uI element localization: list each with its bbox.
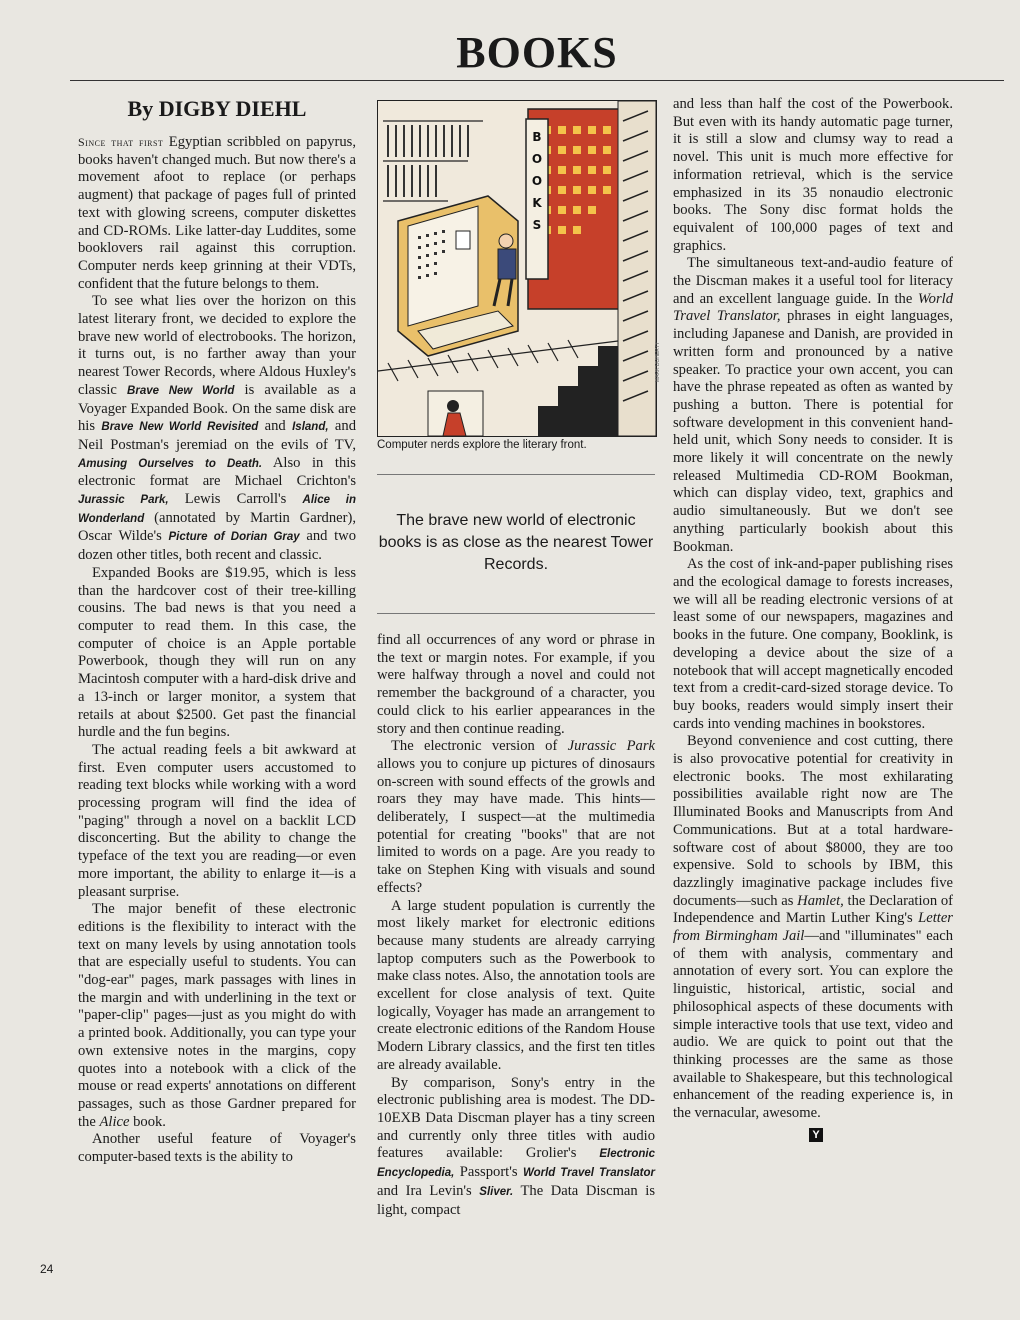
paragraph [673, 255, 953, 556]
paragraph [78, 293, 356, 565]
title-ref: Alice [99, 1113, 130, 1130]
title-ref: Island, [292, 421, 329, 434]
title-ref: Sliver. [479, 1185, 514, 1198]
title-ref: Hamlet, [797, 892, 844, 909]
text: and two dozen other titles, both recent and classic. [78, 528, 356, 564]
page-number: 24 [40, 1262, 54, 1276]
text: By comparison, Sony's entry in the electronic publishing area is modest. The DD-10EXB Data Discman player has a tiny screen and currently only three titles with audio features available: Grolier's [377, 1074, 655, 1162]
title-ref: Picture of Dorian Gray [168, 531, 300, 544]
illustration [377, 100, 657, 437]
illustration-credit: MARK DOHERTY [655, 341, 661, 382]
title-ref: Brave New World [127, 384, 235, 397]
title-ref: World Travel Translator, [673, 290, 953, 325]
text: Also in this electronic format are Michael Crichton's [78, 454, 356, 490]
sign-letter: S [532, 218, 542, 232]
text: The electronic version of [391, 738, 568, 755]
title-ref: Jurassic Park, [78, 494, 169, 507]
column-1 [78, 96, 356, 1167]
column-2 [377, 632, 655, 1219]
paragraph: A large student population is currently the most likely market for electronic editions because many students are already carrying laptop computers such as the Powerbook to make class notes. Also, the annotation tools are excellent for close analysis of text. Quite logically, Voyager has made an arrangement to create electronic editions of the Random House Modern Library classics, and the first ten titles are already available. [377, 897, 655, 1073]
paragraph: As the cost of ink-and-paper publishing rises and the ecological damage to forests increases, we will all be reading electronic versions of at least some of our newspapers, magazines and books in the future. One company, Booklink, is developing a device about the size of a notebook that will accept magnetically encoded text from a credit-card-sized storage device. To buy books, readers would simply insert their cards into vending machines in bookstores. [673, 556, 953, 732]
text: and Neil Postman's jeremiad on the evils of TV, [78, 418, 356, 453]
title-ref: World Travel Translator [522, 1167, 655, 1180]
paragraph: The actual reading feels a bit awkward at first. Even computer users accustomed to reading text blocks while working with a word processing program will find the idea of "paging" through a novel on a backlit LCD disconcerting. But the ability to change the typeface of the text you are reading—or even more important, the ability to enlarge it—is a pleasant surprise. [78, 741, 356, 900]
title-ref: Brave New World Revisited [101, 421, 259, 434]
text: and Ira Levin's [377, 1182, 480, 1199]
text: The major benefit of these electronic editions is the flexibility to interact with the text on many levels by using annotation tools that are especially useful to students. You can "dog-ear" pages, mark passages with lines in the margin and with underlining in the text or "paper-clip" pages—just as you might do with a printed book. Additionally, you can type your own extensive notes in the margins, copy quotes into a notebook with a click of the mouse or read experts' annotations on different passages, such as those Gardner prepared for the [78, 901, 356, 1130]
paragraph [377, 738, 655, 897]
text: phrases in eight languages, including Japanese and Danish, are provided in written form and pronounced by a native speaker. To practice your own accent, you can have the phrase repeated as often as wanted by pushing a button. There is potential for software development in this convenient hand-held unit, which Sony needs to consider. It is more likely it will concentrate on the newly released Multimedia CD-ROM Bookman, which can display video, text, graphics and audio simultaneously. But we don't see anything particularly bookish about this Bookman. [673, 308, 953, 555]
illustration-art [378, 101, 656, 436]
sign-letter: K [532, 196, 542, 210]
paragraph: and less than half the cost of the Powerbook. But even with its handy automatic page turner, it is still a slow and clumsy way to read a novel. This unit is much more effective for information retrieval, which is the service emphasized in its 35 nonaudio electronic books. The Sony disc format holds the equivalent of 100,000 pages of text and graphics. [673, 96, 953, 254]
text: (annotated by Martin Gardner), Oscar Wilde's [78, 509, 356, 545]
paragraph [78, 901, 356, 1131]
text: The Data Discman is light, compact [377, 1182, 655, 1218]
title-ref: Alice in Wonderland [78, 494, 356, 525]
title-ref: Jurassic Park [567, 738, 655, 755]
illustration-caption: Computer nerds explore the literary front. [377, 439, 587, 451]
title-ref: Amusing Ourselves to Death. [78, 457, 263, 470]
paragraph [78, 134, 356, 293]
column-3 [673, 96, 953, 1144]
text: allows you to conjure up pictures of dinosaurs on-screen with sound effects of the growls and roars they may have made. This hints—deliberately, I suspect—at the multimedia potential for creating "books" that are not limited to words on a page. Are you ready to take on Stephen King with visuals and sound effects? [377, 755, 655, 896]
end-mark-wrap [673, 1127, 953, 1145]
text: Beyond convenience and cost cutting, there is also provocative potential for creativity in electronic books. The most exhilarating possibilities available right now are The Illuminated Books and Manuscripts from And Communications. But at a total hardware-software cost of about $8000, they are too expensive. Sold to schools by IBM, this dazzlingly imaginative package includes five documents—such as [673, 733, 953, 909]
byline: By DIGBY DIEHL [127, 96, 307, 121]
paragraph [673, 733, 953, 1122]
text: Egyptian scribbled on papyrus, books haven't changed much. But now there's a movement afoot to replace (or perhaps augment) that package of pages full of printed text with glowing screens, computer diskettes and CD-ROMs. Like latter-day Luddites, some booklovers rail against this corruption. Computer nerds keep grinning at their VDTs, confident that the future belongs to them. [78, 134, 356, 292]
paragraph [377, 1075, 655, 1220]
sign-letter: O [531, 174, 543, 188]
text: The simultaneous text-and-audio feature of the Discman makes it a useful tool for literacy and an excellent language guide. In the [673, 255, 953, 307]
title-ref: Electronic Encyclopedia, [377, 1148, 655, 1180]
text: is available as a Voyager Expanded Book. On the same disk are his [78, 381, 356, 435]
title-ref: Letter from Birmingham Jail [673, 910, 953, 945]
end-mark-icon: Y [809, 1128, 823, 1142]
section-title: BOOKS [456, 28, 618, 77]
pull-quote: The brave new world of electronic books is as close as the nearest Tower Records. [378, 512, 654, 573]
lead-in: Since that first [78, 135, 164, 149]
sign-letter: B [532, 130, 542, 144]
text: Passport's [454, 1164, 523, 1181]
text: —and "illuminates" each of them with analysis, commentary and annotation of every sort. You can explore the linguistic, historical, artistic, social and philosophical aspects of these documents with simple interactive tools that use text, video and audio. We are quick to point out that the thinking processes are the same as those available to Shakespeare, but this technological enhancement of the reading experience is, in the vernacular, awesome. [673, 928, 953, 1122]
paragraph: find all occurrences of any word or phrase in the text or margin notes. For example, if you were halfway through a novel and could not remember the background of a character, you could click to his earlier appearances in the story and then continue reading. [377, 632, 655, 737]
paragraph: Expanded Books are $19.95, which is less than the hardcover cost of their tree-killing cousins. The bad news is that you need a computer to read them. In this case, the computer of choice is an Apple portable Powerbook, though they will run on any Macintosh computer with a hard-disk drive and a 13-inch or larger monitor, a system that retails at about $2500. Get past the financial hurdle and the fun begins. [78, 564, 356, 741]
text: book. [129, 1113, 166, 1130]
text: the Declaration of Independence and Martin Luther King's [673, 892, 954, 927]
header-rule [70, 80, 1004, 81]
text: To see what lies over the horizon on this latest literary front, we decided to explore the brave new world of electrobooks. The horizon, it turns out, is no farther away than your nearest Tower Records, where Aldous Huxley's classic [78, 293, 356, 398]
pull-quote-rule-bottom [377, 613, 655, 614]
sign-letter: O [531, 152, 543, 166]
text: and [258, 418, 293, 435]
text: Lewis Carroll's [168, 491, 303, 508]
paragraph: Another useful feature of Voyager's computer-based texts is the ability to [78, 1131, 356, 1166]
pull-quote-rule-top [377, 474, 655, 475]
